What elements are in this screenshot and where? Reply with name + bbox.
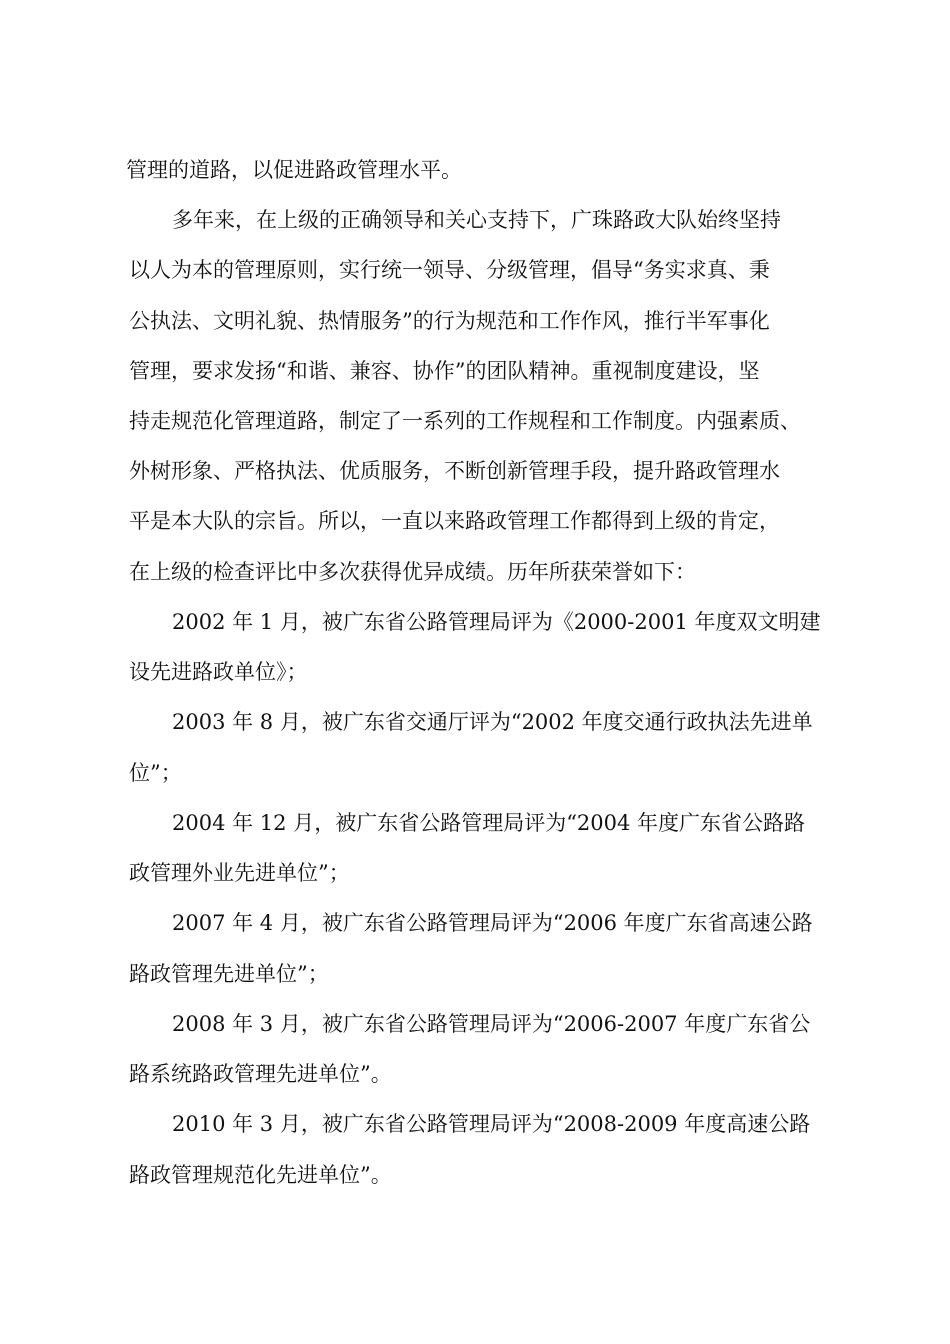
text-line: 位”； — [129, 761, 182, 785]
text-line: 多年来，在上级的正确领导和关心支持下，广珠路政大队始终坚持 — [172, 208, 781, 232]
text-line: 在上级的检查评比中多次获得优异成绩。历年所获荣誉如下： — [129, 560, 696, 584]
text-line: 路政管理规范化先进单位”。 — [129, 1163, 392, 1187]
text-line: 政管理外业先进单位”； — [129, 861, 350, 885]
text-line: 路政管理先进单位”； — [129, 962, 329, 986]
text-line: 2003 年 8 月，被广东省交通厅评为“2002 年度交通行政执法先进单 — [172, 710, 813, 734]
text-line: 平是本大队的宗旨。所以，一直以来路政管理工作都得到上级的肯定， — [129, 509, 780, 533]
text-line: 管理的道路，以促进路政管理水平。 — [126, 158, 462, 182]
text-line: 管理，要求发扬“和谐、兼容、协作”的团队精神。重视制度建设，坚 — [129, 359, 760, 383]
text-line: 公执法、文明礼貌、热情服务”的行为规范和工作作风，推行半军事化 — [129, 309, 770, 333]
text-line: 路系统路政管理先进单位”。 — [129, 1062, 392, 1086]
text-line: 2004 年 12 月，被广东省公路管理局评为“2004 年度广东省公路路 — [172, 811, 806, 835]
text-line: 外树形象、严格执法、优质服务，不断创新管理手段，提升路政管理水 — [129, 459, 780, 483]
text-line: 2008 年 3 月，被广东省公路管理局评为“2006-2007 年度广东省公 — [172, 1012, 811, 1036]
text-line: 设先进路政单位》； — [129, 660, 308, 684]
text-line: 持走规范化管理道路，制定了一系列的工作规程和工作制度。内强素质、 — [129, 409, 801, 433]
text-line: 以人为本的管理原则，实行统一领导、分级管理，倡导“务实求真、秉 — [129, 258, 770, 282]
text-line: 2010 年 3 月，被广东省公路管理局评为“2008-2009 年度高速公路 — [172, 1112, 811, 1136]
text-line: 2002 年 1 月，被广东省公路管理局评为《2000-2001 年度双文明建 — [172, 610, 821, 634]
text-line: 2007 年 4 月，被广东省公路管理局评为“2006 年度广东省高速公路 — [172, 911, 813, 935]
